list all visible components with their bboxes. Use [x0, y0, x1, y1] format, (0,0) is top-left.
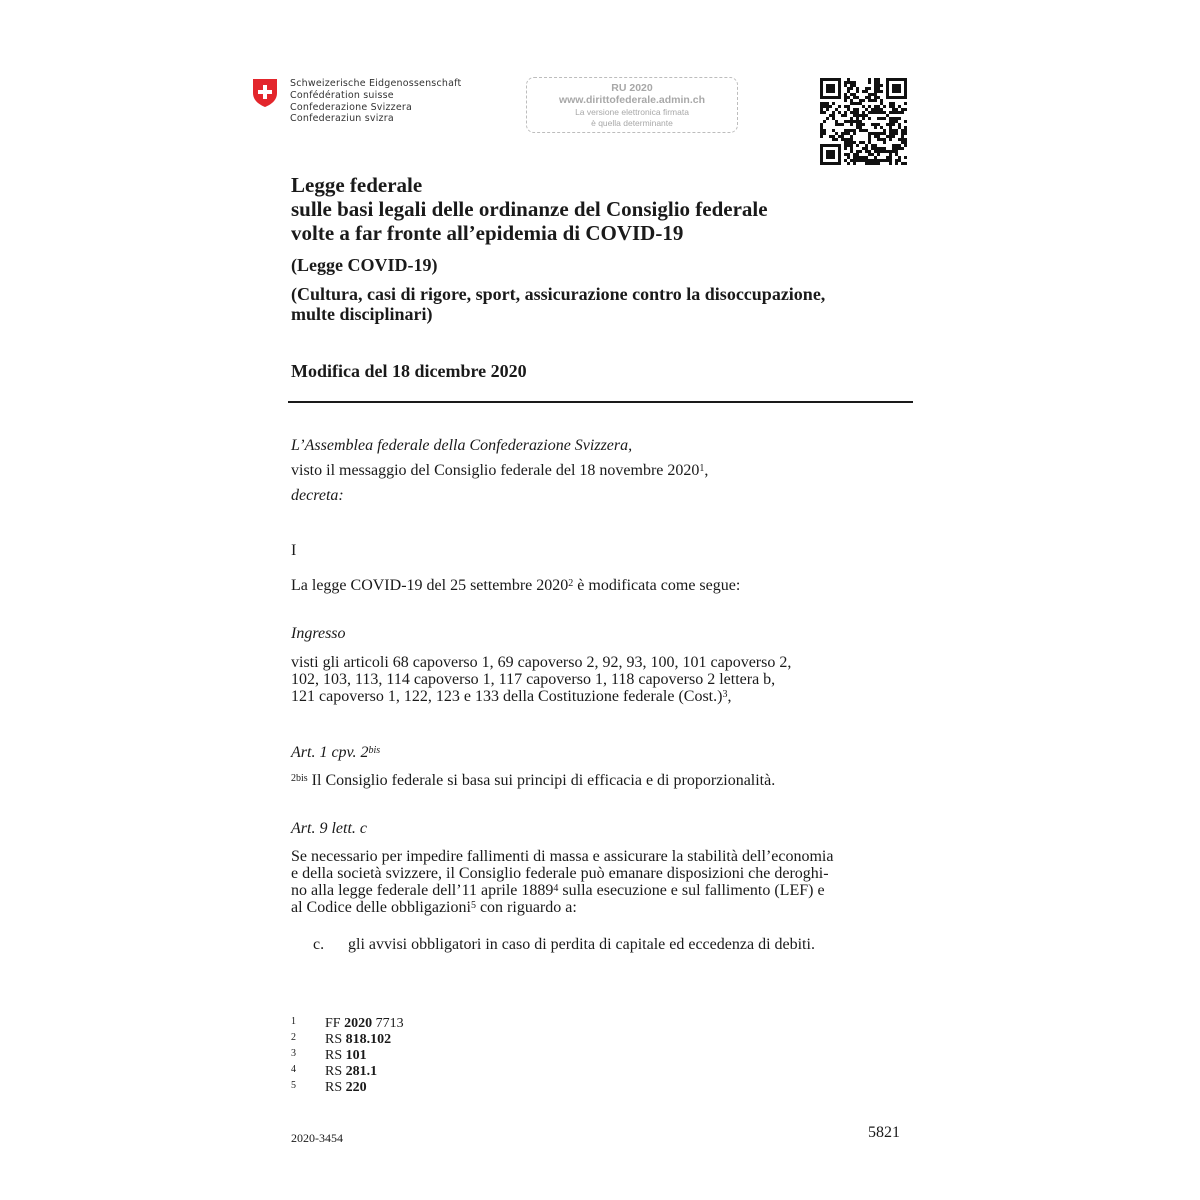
footnote-bold: 101 [345, 1048, 367, 1063]
footnote-prefix: RS [325, 1080, 346, 1095]
intro-text: La legge COVID-19 del 25 settembre 2020 [291, 577, 569, 594]
confederation-line-rm: Confederaziun svizra [290, 113, 394, 125]
ingresso-line-3-tail: , [727, 688, 732, 705]
art9-letter-c [313, 935, 815, 954]
confederation-line-it: Confederazione Svizzera [290, 101, 413, 113]
short-title: (Legge COVID-19) [291, 255, 438, 275]
ingresso-line-1: visti gli articoli 68 capoverso 1, 69 capoverso 2, 92, 93, 100, 101 capoverso 2, [291, 654, 792, 671]
letter-label: c. [313, 936, 325, 953]
document-number: 2020-3454 [291, 1131, 343, 1145]
footnote-bold: 2020 [344, 1016, 373, 1031]
art9-line-4 [291, 899, 913, 916]
law-title [291, 173, 768, 245]
footnote-prefix: FF [325, 1016, 345, 1031]
footnote-number: 1 [291, 1016, 296, 1027]
footnote-bold: 281.1 [345, 1064, 378, 1079]
swiss-crest-icon [252, 78, 278, 108]
art1-heading-text: Art. 1 cpv. 2 [291, 744, 369, 761]
art1-heading-sup: bis [368, 745, 381, 756]
footnote-number: 2 [291, 1032, 296, 1043]
stamp-note-1: La versione elettronica firmata [575, 107, 689, 117]
footnote-ref-3[interactable]: 3 [722, 689, 728, 700]
confederation-line-fr: Confédération suisse [290, 89, 394, 101]
official-stamp [526, 77, 738, 133]
footnote-ref-2[interactable]: 2 [568, 578, 574, 589]
art9-line-1: Se necessario per impedire fallimenti di massa e assicurare la stabilità dell’economia [291, 848, 834, 865]
footnote-prefix: RS [325, 1064, 346, 1079]
section-number: I [291, 542, 297, 559]
title-divider [288, 401, 913, 403]
footnote-bold: 818.102 [345, 1032, 392, 1047]
art1-paragraph-text: Il Consiglio federale si basa sui principi di efficacia e di proporzionalità. [307, 772, 776, 789]
footnote-number: 4 [291, 1064, 296, 1075]
subject-line-1: (Cultura, casi di rigore, sport, assicurazione contro la disoccupazione, [291, 284, 826, 304]
law-title-line-2: sulle basi legali delle ordinanze del Consiglio federale [291, 197, 768, 221]
footnote-suffix: 7713 [372, 1016, 404, 1031]
intro-line [291, 576, 740, 595]
art9-heading: Art. 9 lett. c [291, 820, 367, 837]
law-title-line-3: volte a far fronte all’epidemia di COVID-19 [291, 221, 684, 245]
intro-tail: è modificata come segue: [573, 577, 741, 594]
ingresso-line-3 [291, 688, 913, 705]
assembly-line: L’Assemblea federale della Confederazione Svizzera, [291, 437, 633, 454]
art1-paragraph-label: 2bis [291, 773, 308, 784]
footnote-ref-4[interactable]: 4 [553, 883, 559, 894]
art9-line-3-a: no alla legge federale dell’11 aprile 1889 [291, 882, 554, 899]
subject-line-2: multe disciplinari) [291, 304, 433, 324]
art1-heading [291, 743, 380, 762]
stamp-collection: RU 2020 [611, 82, 653, 94]
footnote-ref-5[interactable]: 5 [470, 900, 476, 911]
art1-paragraph [291, 771, 775, 790]
law-title-line-1: Legge federale [291, 173, 423, 197]
footnote-bold: 220 [345, 1080, 367, 1095]
ingresso-line-2: 102, 103, 113, 114 capoverso 1, 117 capoverso 1, 118 capoverso 2 lettera b, [291, 671, 776, 688]
ingresso-text [291, 654, 913, 705]
page-number: 5821 [868, 1124, 900, 1141]
art9-line-4-a: al Codice delle obbligazioni [291, 899, 471, 916]
art9-line-4-b: con riguardo a: [475, 899, 577, 916]
ingresso-line-3-text: 121 capoverso 1, 122, 123 e 133 della Costituzione federale (Cost.) [291, 688, 723, 705]
letter-text: gli avvisi obbligatori in caso di perdita di capitale ed eccedenza di debiti. [348, 936, 815, 953]
art9-text [291, 848, 913, 916]
footnote-prefix: RS [325, 1032, 346, 1047]
art9-line-2: e della società svizzere, il Consiglio federale può emanare disposizioni che deroghi- [291, 865, 829, 882]
art9-line-3-b: sulla esecuzione e sul fallimento (LEF) e [558, 882, 825, 899]
message-line [291, 461, 708, 480]
decree-line: decreta: [291, 487, 344, 504]
footnote-number: 5 [291, 1080, 296, 1091]
subject-heading [291, 284, 825, 324]
confederation-line-de: Schweizerische Eidgenossenschaft [290, 78, 462, 89]
stamp-note-2: è quella determinante [591, 117, 673, 128]
message-tail: , [704, 462, 709, 479]
ingresso-heading: Ingresso [291, 625, 346, 642]
qr-code-icon [820, 78, 907, 165]
footnote-number: 3 [291, 1048, 296, 1059]
stamp-url: www.dirittofederale.admin.ch [558, 94, 706, 106]
footnote-ref-1[interactable]: 1 [699, 463, 705, 474]
art9-line-3 [291, 882, 913, 899]
confederation-name [290, 78, 461, 125]
footnote-prefix: RS [325, 1048, 346, 1063]
modification-date: Modifica del 18 dicembre 2020 [291, 361, 527, 381]
message-text: visto il messaggio del Consiglio federale del 18 novembre 2020 [291, 462, 700, 479]
